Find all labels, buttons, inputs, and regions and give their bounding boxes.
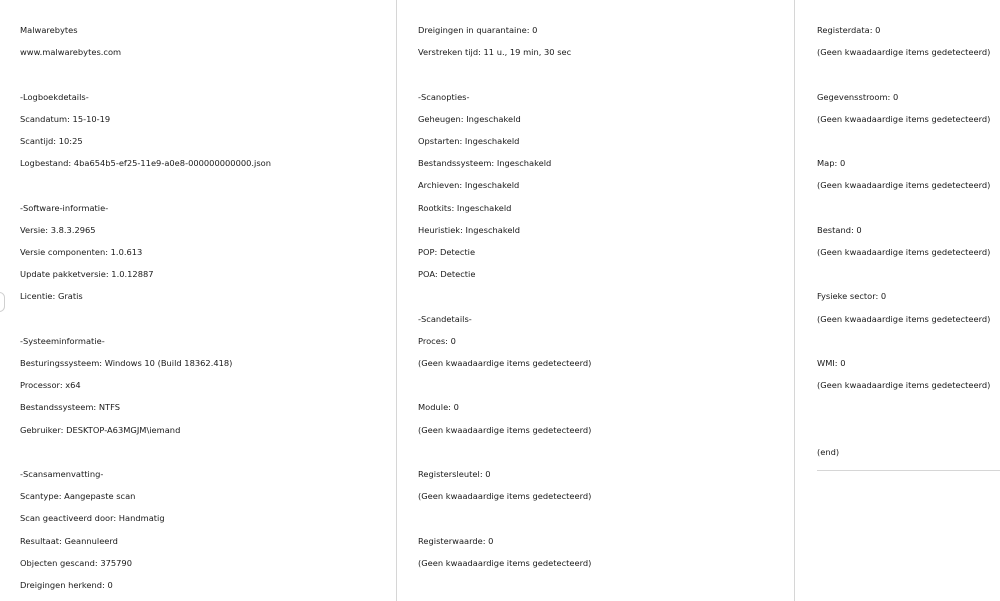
log-line: Update pakketversie: 1.0.12887 — [20, 269, 154, 280]
log-line: Registerdata: 0 — [817, 25, 881, 35]
log-line: -Scandetails- — [418, 313, 472, 324]
log-line: (Geen kwaadaardige items gedetecteerd) — [817, 313, 991, 324]
log-line: Scantijd: 10:25 — [20, 136, 83, 146]
log-line: (end) — [817, 446, 840, 457]
log-line: -Scansamenvatting- — [20, 469, 104, 479]
log-line: Proces: 0 — [418, 335, 456, 346]
log-line: Module: 0 — [418, 402, 459, 413]
column-divider — [794, 0, 795, 601]
page-edge-marker — [0, 292, 5, 312]
log-line: Map: 0 — [817, 158, 846, 169]
log-line: Geheugen: Ingeschakeld — [418, 113, 521, 124]
log-line: Resultaat: Geannuleerd — [20, 535, 118, 546]
log-line: Rootkits: Ingeschakeld — [418, 202, 512, 213]
log-line: Opstarten: Ingeschakeld — [418, 136, 520, 146]
log-line: Licentie: Gratis — [20, 291, 83, 302]
log-line: -Systeeminformatie- — [20, 335, 105, 346]
log-line: POA: Detectie — [418, 269, 476, 280]
log-line: Registersleutel: 0 — [418, 469, 491, 479]
log-line: Scan geactiveerd door: Handmatig — [20, 513, 165, 524]
log-line: -Scanopties- — [418, 91, 470, 102]
log-line: WMI: 0 — [817, 358, 846, 368]
log-line: Verstreken tijd: 11 u., 19 min, 30 sec — [418, 47, 572, 58]
log-line: Malwarebytes — [20, 25, 78, 35]
log-line: www.malwarebytes.com — [20, 47, 122, 58]
end-divider — [817, 470, 1000, 471]
log-line: Registerwaarde: 0 — [418, 535, 494, 546]
log-line: Heuristiek: Ingeschakeld — [418, 224, 521, 235]
log-line: Archieven: Ingeschakeld — [418, 180, 520, 191]
log-line: -Software-informatie- — [20, 202, 109, 213]
log-line: (Geen kwaadaardige items gedetecteerd) — [817, 113, 991, 124]
log-line: (Geen kwaadaardige items gedetecteerd) — [418, 491, 592, 502]
log-line: Scantype: Aangepaste scan — [20, 491, 136, 502]
log-line: (Geen kwaadaardige items gedetecteerd) — [418, 557, 592, 568]
log-line: Besturingssysteem: Windows 10 (Build 18362.418) — [20, 358, 233, 368]
log-line: Gegevensstroom: 0 — [817, 91, 899, 102]
log-column-3 — [817, 0, 1000, 601]
log-line: Versie: 3.8.3.2965 — [20, 224, 96, 235]
log-line: POP: Detectie — [418, 247, 476, 257]
log-line: Dreigingen herkend: 0 — [20, 580, 113, 590]
log-line: Versie componenten: 1.0.613 — [20, 247, 143, 257]
log-line: Objecten gescand: 375790 — [20, 557, 132, 568]
column-divider — [396, 0, 397, 601]
log-line: Bestandssysteem: NTFS — [20, 402, 121, 413]
log-line: Fysieke sector: 0 — [817, 291, 887, 302]
log-line: -Logboekdetails- — [20, 91, 89, 102]
log-line: Processor: x64 — [20, 380, 81, 391]
log-line: Gebruiker: DESKTOP-A63MGJM\iemand — [20, 424, 181, 435]
log-line: (Geen kwaadaardige items gedetecteerd) — [817, 380, 991, 391]
log-line: Dreigingen in quarantaine: 0 — [418, 25, 538, 35]
log-line: (Geen kwaadaardige items gedetecteerd) — [418, 358, 592, 368]
log-line: Scandatum: 15-10-19 — [20, 113, 111, 124]
log-column-2 — [418, 0, 788, 601]
log-line: (Geen kwaadaardige items gedetecteerd) — [817, 247, 991, 257]
log-line: (Geen kwaadaardige items gedetecteerd) — [418, 424, 592, 435]
log-line: Bestand: 0 — [817, 224, 862, 235]
log-line: Bestandssysteem: Ingeschakeld — [418, 158, 552, 169]
log-column-1 — [20, 0, 390, 601]
log-line: (Geen kwaadaardige items gedetecteerd) — [817, 180, 991, 191]
log-line: Logbestand: 4ba654b5-ef25-11e9-a0e8-000000000000.json — [20, 158, 272, 169]
log-line: (Geen kwaadaardige items gedetecteerd) — [817, 47, 991, 58]
